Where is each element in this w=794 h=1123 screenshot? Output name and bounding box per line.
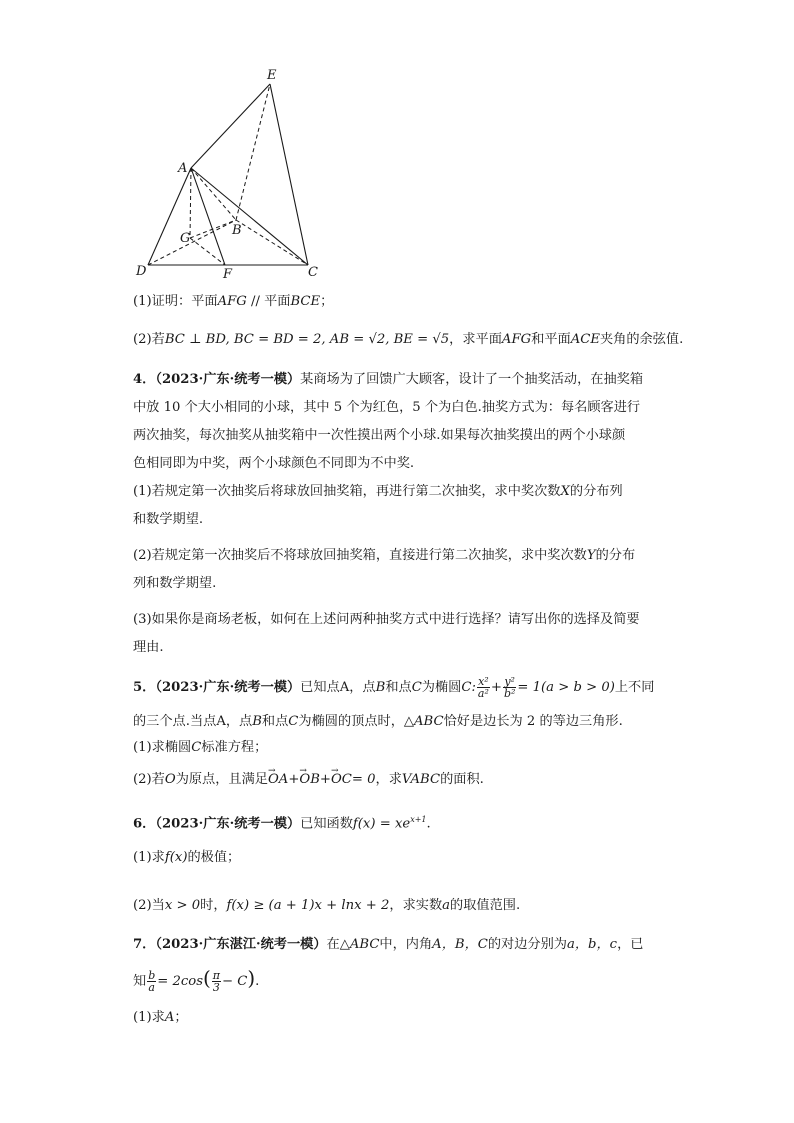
q3-part1-end: ； bbox=[320, 294, 334, 309]
vertex-label-f: F bbox=[223, 267, 233, 282]
ellipse-c: C: bbox=[461, 680, 476, 695]
frac-x-over-a bbox=[477, 676, 490, 699]
triangle-abc-3: △ABC bbox=[339, 937, 380, 952]
q4-part1-text: (1)若规定第一次抽奖后将球放回抽奖箱，再进行第二次抽奖，求中奖次数 bbox=[133, 484, 561, 499]
q5-line1: 5．（2023·广东·统考一模）已知点A，点B和点C为椭圆C: $\frac{\text{x²}}{\text{a²}}$ + $\frac{\text{y²}}{\text{b²}}$ = 1(a > b > 0)上不同 bbox=[133, 675, 655, 700]
var-y: Y bbox=[586, 548, 596, 563]
q3-part2-text3: 和平面 bbox=[531, 332, 571, 347]
q6-line1: 6．（2023·广东·统考一模）已知函数$f(x) = xe^{x+1}$. bbox=[133, 815, 431, 832]
frac-den: b² bbox=[503, 687, 516, 700]
frac-num: x² bbox=[478, 675, 489, 688]
q3-part2-text: (2)若 bbox=[133, 332, 165, 347]
q5-text4: 的三个点.当点A，点 bbox=[133, 714, 253, 729]
frac-b-over-a bbox=[147, 970, 156, 993]
q5-text1: 已知点A，点 bbox=[300, 680, 376, 695]
plane-ace: ACE bbox=[570, 332, 600, 347]
q4-part3: (3)如果你是商场老板，如何在上述问两种抽奖方式中进行选择？请写出你的选择及简要 bbox=[133, 612, 640, 627]
pyramid-diagram bbox=[128, 62, 328, 282]
vertex-label-d: D bbox=[136, 264, 147, 279]
vertex-label-g: G bbox=[180, 231, 191, 246]
q3-part2-text2: ，求平面 bbox=[449, 332, 502, 347]
q6-part2 bbox=[133, 896, 520, 916]
q7-part1 bbox=[133, 1008, 188, 1028]
q3-part1-text: (1)证明：平面 bbox=[133, 294, 218, 309]
q5-part2: (2)若O为原点，且满足→ OA+→ OB+→ OC= 0，求VABC的面积. bbox=[133, 770, 484, 790]
q4-text1: 某商场为了回馈广大顾客，设计了一个抽奖活动，在抽奖箱 bbox=[300, 372, 644, 387]
vertex-label-a: A bbox=[178, 161, 188, 176]
q6-part2-text3: ，求实数 bbox=[389, 898, 443, 913]
sides-abc: a，b，c bbox=[566, 937, 618, 952]
frac-y-over-b bbox=[503, 676, 516, 699]
vector-ob: → OB bbox=[299, 770, 320, 790]
q7-part1-end: ； bbox=[174, 1010, 188, 1025]
frac-num: y² bbox=[504, 675, 515, 688]
q4-part1-text2: 的分布列 bbox=[569, 484, 623, 499]
q6-inequality: f(x) ≥ (a + 1)x + lnx + 2 bbox=[226, 898, 390, 913]
point-b-2: B bbox=[252, 714, 262, 729]
q5-text6: 恰好是边长为 2 的等边三角形. bbox=[443, 714, 623, 729]
q5-part2-text: (2)若 bbox=[133, 772, 165, 787]
q4-title: 4．（2023·广东·统考一模） bbox=[133, 372, 301, 387]
q7-text4: ，已 bbox=[617, 937, 644, 952]
cos-expression: = 2cos bbox=[157, 974, 203, 989]
triangle-abc-2: VABC bbox=[401, 772, 441, 787]
q4-part1-cont: 和数学期望. bbox=[133, 512, 204, 527]
frac-den: a² bbox=[477, 687, 489, 700]
q4-line1 bbox=[133, 370, 643, 390]
q3-condition: BC ⊥ BD, BC = BD = 2, AB = √2, BE = √5 bbox=[164, 332, 450, 347]
frac-pi-over-3 bbox=[212, 970, 221, 993]
q5-part2-text3: ，求 bbox=[375, 772, 402, 787]
ellipse-c-2: C bbox=[191, 740, 202, 755]
frac-num: b bbox=[148, 969, 156, 982]
q7-text3: 的对边分别为 bbox=[487, 937, 567, 952]
var-a: a bbox=[442, 898, 451, 913]
q7-line2: 知 $\frac{b}{a}$ = 2cos( $\frac{\pi}{3}$ − C). bbox=[133, 966, 260, 994]
q3-part1-text2: 平面 bbox=[264, 294, 291, 309]
q3-part1 bbox=[133, 292, 333, 312]
q3-part2-end: 夹角的余弦值. bbox=[599, 332, 684, 347]
q4-part2-cont: 列和数学期望. bbox=[133, 576, 217, 591]
q7-text2: 中，内角 bbox=[379, 937, 433, 952]
q4-part2-text2: 的分布 bbox=[595, 548, 636, 563]
q5-text3: 上不同 bbox=[614, 680, 655, 695]
vertex-label-e: E bbox=[267, 68, 277, 83]
angle-a: A bbox=[164, 1010, 175, 1025]
q7-period: . bbox=[255, 974, 260, 989]
q4-part1 bbox=[133, 482, 623, 502]
q7-title: 7．（2023·广东湛江·统考一模） bbox=[133, 937, 327, 952]
q5-part2-text2: 为原点，且满足 bbox=[175, 772, 268, 787]
plane-bce: BCE bbox=[290, 294, 321, 309]
var-x: X bbox=[560, 484, 570, 499]
q7-text1: 在 bbox=[326, 937, 340, 952]
parallel-sign: // bbox=[246, 294, 265, 309]
function-fx: f(x) bbox=[164, 850, 188, 865]
q6-part1-text: (1)求 bbox=[133, 850, 165, 865]
q4-part2 bbox=[133, 546, 635, 566]
triangle-abc: △ABC bbox=[403, 714, 444, 729]
q4-part3-cont: 理由. bbox=[133, 640, 164, 655]
q6-text1: 已知函数 bbox=[300, 816, 353, 832]
q5-text2: 为椭圆 bbox=[421, 680, 462, 695]
vertex-label-c: C bbox=[308, 265, 318, 280]
q6-part2-text: (2)当 bbox=[133, 898, 165, 913]
q3-part2 bbox=[133, 330, 683, 350]
vector-oc: → OC bbox=[331, 770, 352, 790]
point-c-2: C bbox=[288, 714, 299, 729]
q4-line4: 色相同即为中奖，两个小球颜色不同即为不中奖. bbox=[133, 456, 415, 471]
q5-part1-text2: 标准方程； bbox=[201, 740, 268, 755]
point-c: C bbox=[411, 680, 422, 695]
q7-text5: 知 bbox=[133, 974, 147, 989]
q5-part1-text: (1)求椭圆 bbox=[133, 740, 192, 755]
frac-num: π bbox=[212, 969, 221, 982]
function-def: f(x) = xe bbox=[352, 816, 411, 832]
plane-afg: AFG bbox=[217, 294, 247, 309]
q6-part1-text2: 的极值； bbox=[187, 850, 241, 865]
q4-line3: 两次抽奖，每次抽奖从抽奖箱中一次性摸出两个小球.如果每次抽奖摸出的两个小球颜 bbox=[133, 428, 626, 443]
function-exponent: x+1 bbox=[410, 815, 427, 824]
point-b: B bbox=[375, 680, 386, 695]
frac-den: 3 bbox=[212, 981, 220, 994]
vertex-label-b: B bbox=[232, 223, 242, 238]
q4-line2: 中放 10 个大小相同的小球，其中 5 个为红色，5 个为白色.抽奖方式为：每名顾客进行 bbox=[133, 400, 641, 415]
point-o: O bbox=[164, 772, 176, 787]
q6-condition: x > 0 bbox=[164, 898, 201, 913]
q5-and-2: 和点 bbox=[261, 714, 289, 729]
q5-part1 bbox=[133, 738, 267, 758]
q6-part2-text2: 时， bbox=[200, 898, 227, 913]
q6-part1 bbox=[133, 848, 240, 868]
q6-title: 6．（2023·广东·统考一模） bbox=[133, 816, 301, 832]
minus-c: − C bbox=[222, 974, 248, 989]
frac-den: a bbox=[148, 981, 155, 994]
q5-line2 bbox=[133, 712, 623, 732]
q6-part2-text4: 的取值范围. bbox=[450, 898, 521, 913]
q5-text5: 为椭圆的顶点时， bbox=[298, 714, 404, 729]
q5-and: 和点 bbox=[385, 680, 412, 695]
q4-part2-text: (2)若规定第一次抽奖后不将球放回抽奖箱，直接进行第二次抽奖，求中奖次数 bbox=[133, 548, 587, 563]
geometry-figure bbox=[128, 62, 328, 282]
q7-line1 bbox=[133, 935, 643, 955]
plane-afg-2: AFG bbox=[501, 332, 532, 347]
q5-part2-text4: 的面积. bbox=[440, 772, 484, 787]
ellipse-tail: = 1(a > b > 0) bbox=[517, 680, 615, 695]
angles-abc: A，B，C bbox=[432, 937, 488, 952]
vector-oa: → OA bbox=[268, 770, 288, 790]
vector-zero: = 0 bbox=[351, 772, 376, 787]
q5-title: 5．（2023·广东·统考一模） bbox=[133, 680, 301, 695]
q7-part1-text: (1)求 bbox=[133, 1010, 165, 1025]
